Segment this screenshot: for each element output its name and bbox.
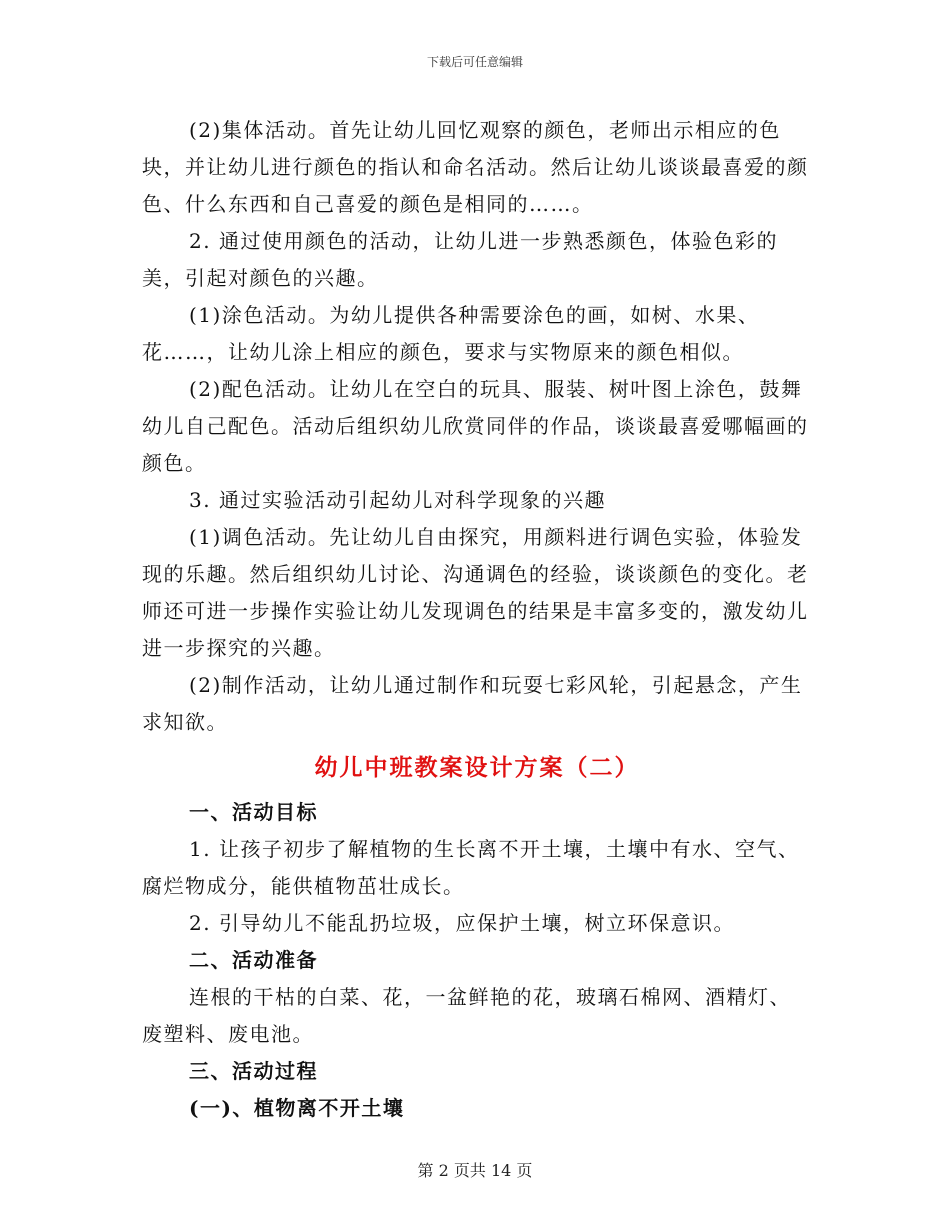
document-body xyxy=(142,112,812,1127)
paragraph: 1. 让孩子初步了解植物的生长离不开土壤，土壤中有水、空气、腐烂物成分，能供植物茁壮成长。 xyxy=(142,837,800,898)
paragraph: (2)配色活动。让幼儿在空白的玩具、服装、树叶图上涂色，鼓舞幼儿自己配色。活动后组织幼儿欣赏同伴的作品，谈谈最喜爱哪幅画的颜色。 xyxy=(142,377,809,475)
paragraph: 连根的干枯的白菜、花，一盆鲜艳的花，玻璃石棉网、酒精灯、废塑料、废电池。 xyxy=(142,985,791,1046)
page-footer: 第 2 页共 14 页 xyxy=(417,1161,533,1180)
paragraph: (2)集体活动。首先让幼儿回忆观察的颜色，老师出示相应的色块，并让幼儿进行颜色的指认和命名活动。然后让幼儿谈谈最喜爱的颜色、什么东西和自己喜爱的颜色是相同的……。 xyxy=(142,118,809,216)
section-title: 幼儿中班教案设计方案（二） xyxy=(314,754,640,781)
heading-process: 三、活动过程 xyxy=(189,1059,318,1083)
paragraph: 2. 引导幼儿不能乱扔垃圾，应保护土壤，树立环保意识。 xyxy=(189,911,735,935)
heading-preparation: 二、活动准备 xyxy=(189,948,318,972)
paragraph: (2)制作活动，让幼儿通过制作和玩耍七彩风轮，引起悬念，产生求知欲。 xyxy=(142,673,803,734)
page-header: 下载后可任意编辑 xyxy=(426,55,523,69)
heading-goals: 一、活动目标 xyxy=(189,800,318,824)
paragraph: 3. 通过实验活动引起幼儿对科学现象的兴趣 xyxy=(189,488,606,512)
subheading-plants: (一)、植物离不开土壤 xyxy=(189,1096,405,1120)
paragraph: (1)调色活动。先让幼儿自由探究，用颜料进行调色实验，体验发现的乐趣。然后组织幼儿讨论、沟通调色的经验，谈谈颜色的变化。老师还可进一步操作实验让幼儿发现调色的结果是丰富多变的，激发幼儿进一步探究的兴趣。 xyxy=(142,525,809,660)
paragraph: 2. 通过使用颜色的活动，让幼儿进一步熟悉颜色，体验色彩的美，引起对颜色的兴趣。 xyxy=(142,229,778,290)
paragraph: (1)涂色活动。为幼儿提供各种需要涂色的画，如树、水果、花……，让幼儿涂上相应的颜色，要求与实物原来的颜色相似。 xyxy=(142,303,760,364)
